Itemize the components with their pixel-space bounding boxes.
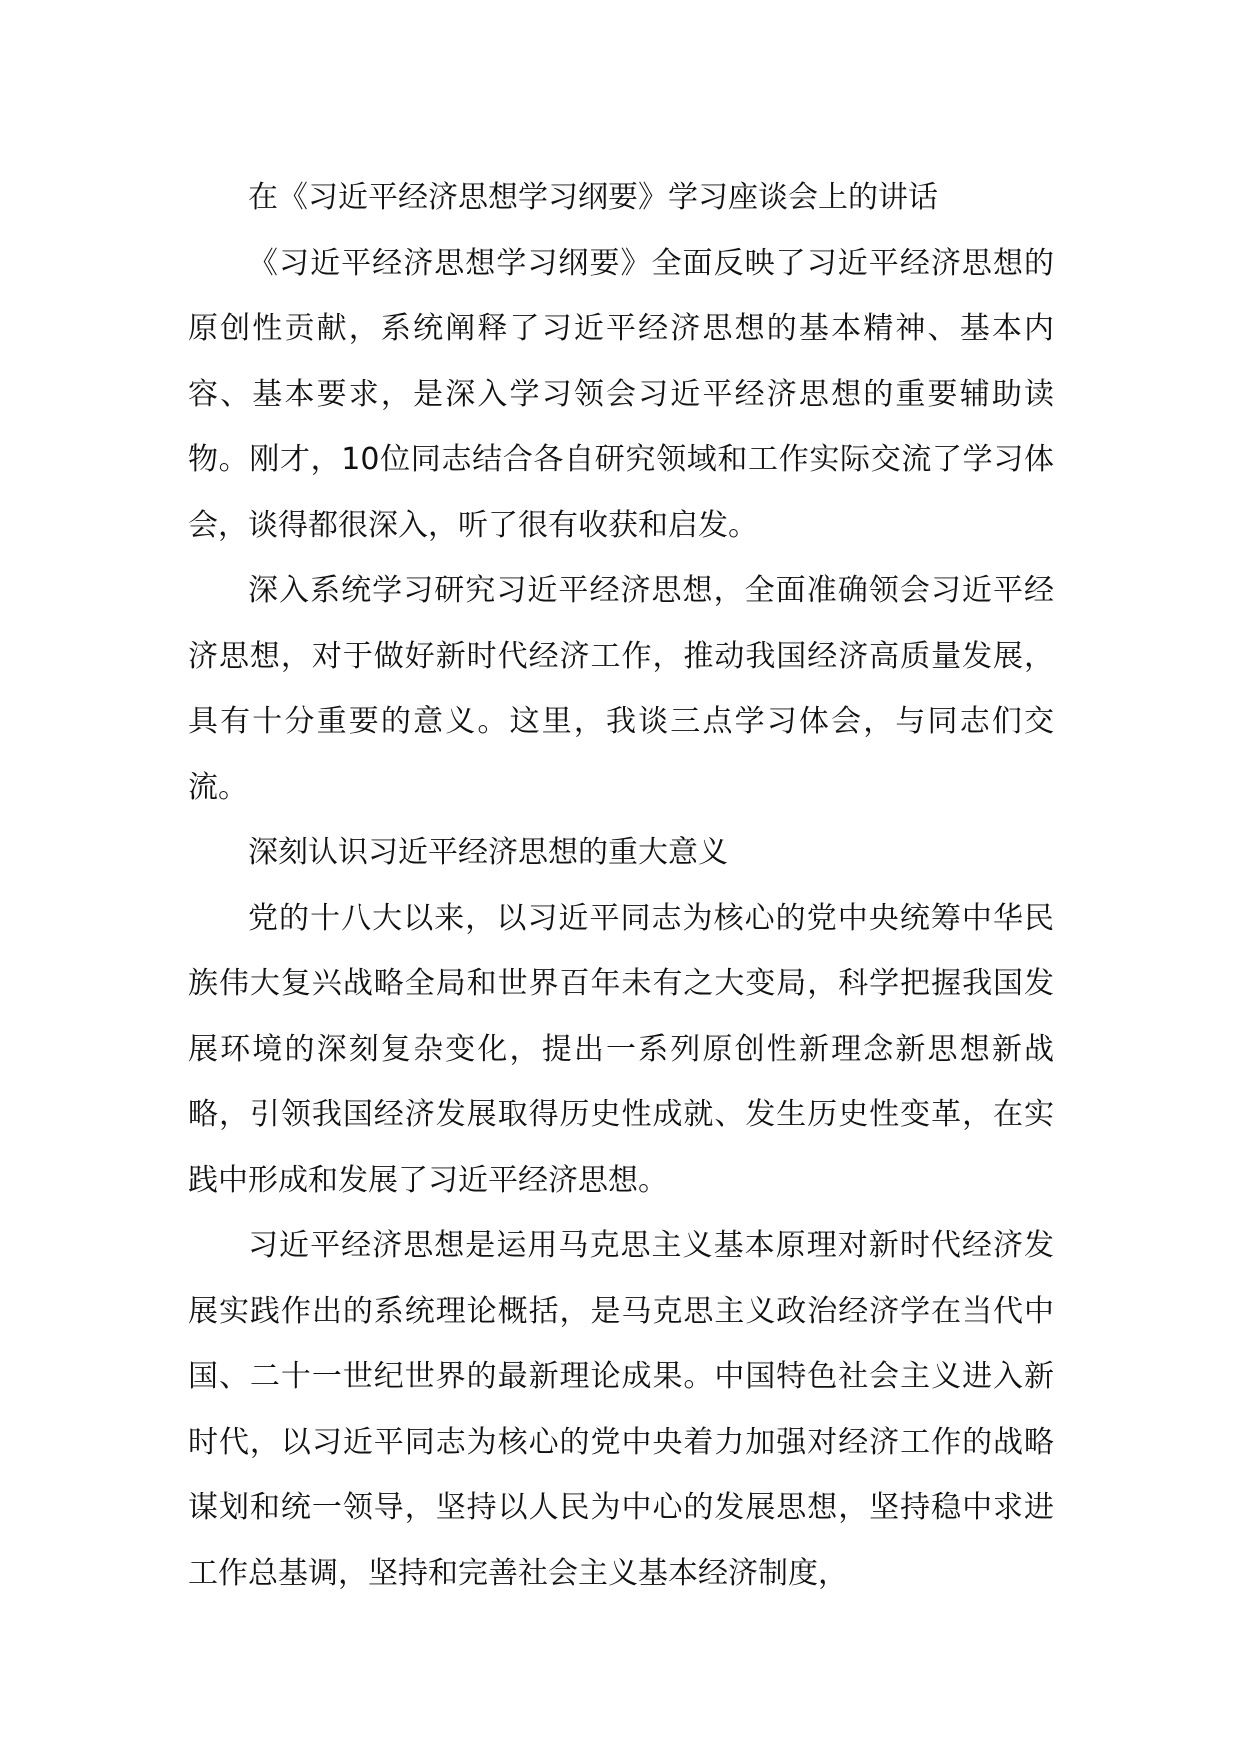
paragraph: 习近平经济思想是运用马克思主义基本原理对新时代经济发展实践作出的系统理论概括，是马克思主义政治经济学在当代中国、二十一世纪世界的最新理论成果。中国特色社会主义进入新时代，以习近平同志为核心的党中央着力加强对经济工作的战略谋划和统一领导，坚持以人民为中心的发展思想，坚持稳中求进工作总基调，坚持和完善社会主义基本经济制度， — [188, 1228, 1054, 1591]
paragraph: 党的十八大以来，以习近平同志为核心的党中央统筹中华民族伟大复兴战略全局和世界百年未有之大变局，科学把握我国发展环境的深刻复杂变化，提出一系列原创性新理念新思想新战略，引领我国经济发展取得历史性成就、发生历史性变革，在实践中形成和发展了习近平经济思想。 — [188, 900, 1054, 1198]
paragraph: 《习近平经济思想学习纲要》全面反映了习近平经济思想的原创性贡献，系统阐释了习近平经济思想的基本精神、基本内容、基本要求，是深入学习领会习近平经济思想的重要辅助读物。刚才，10位同志结合各自研究领域和工作实际交流了学习体会，谈得都很深入，听了很有收获和启发。 — [188, 245, 1054, 543]
paragraph: 深入系统学习研究习近平经济思想，全面准确领会习近平经济思想，对于做好新时代经济工作，推动我国经济高质量发展，具有十分重要的意义。这里，我谈三点学习体会，与同志们交流。 — [188, 573, 1054, 805]
section-heading: 深刻认识习近平经济思想的重大意义 — [248, 835, 728, 870]
document-body — [188, 165, 1054, 1606]
document-title: 在《习近平经济思想学习纲要》学习座谈会上的讲话 — [248, 180, 938, 215]
